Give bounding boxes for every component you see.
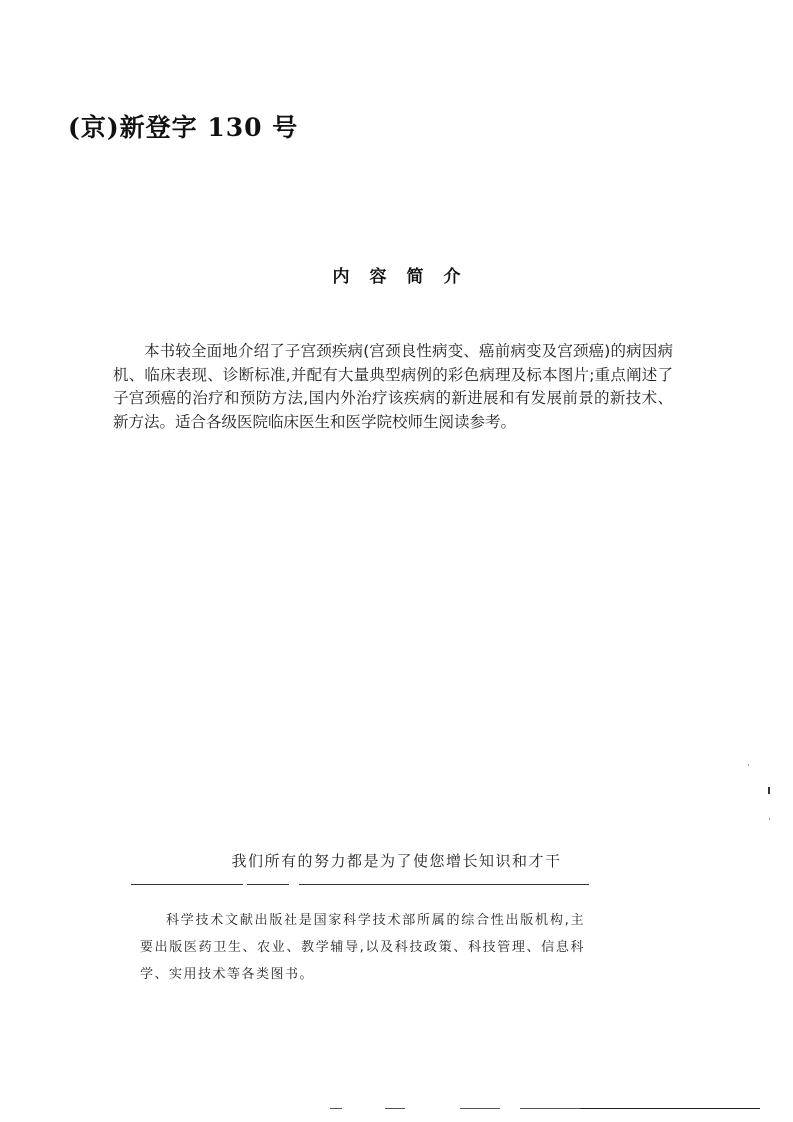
scan-artifact-line (385, 1108, 405, 1109)
abstract-body (113, 340, 673, 434)
publisher-description: 科学技术文献出版社是国家科学技术部所属的综合性出版机构,主要出版医药卫生、农业、教学辅导,以及科技政策、科技管理、信息科学、实用技术等各类图书。 (140, 913, 585, 982)
slogan-divider (247, 884, 289, 885)
publisher-slogan: 我们所有的努力都是为了使您增长知识和才干 (231, 852, 562, 870)
scan-artifact-line (520, 1108, 580, 1109)
slogan-divider (131, 884, 243, 885)
scan-artifact-line (580, 1108, 760, 1109)
scan-speck (748, 764, 749, 766)
abstract-heading: 内容简介 (332, 267, 481, 287)
slogan-divider (299, 884, 589, 885)
registration-number: (京)新登字 130 号 (68, 113, 299, 142)
scan-speck (769, 818, 770, 820)
publisher-description-block (140, 907, 585, 988)
scan-artifact-line (330, 1108, 342, 1109)
scan-speck (768, 787, 770, 794)
abstract-paragraph: 本书较全面地介绍了子宫颈疾病(宫颈良性病变、癌前病变及宫颈癌)的病因病机、临床表现、诊断标准,并配有大量典型病例的彩色病理及标本图片;重点阐述了子宫颈癌的治疗和预防方法,国内外治疗该疾病的新进展和有发展前景的新技术、新方法。适合各级医院临床医生和医学院校师生阅读参考。 (113, 342, 673, 431)
scan-artifact-line (460, 1108, 500, 1109)
